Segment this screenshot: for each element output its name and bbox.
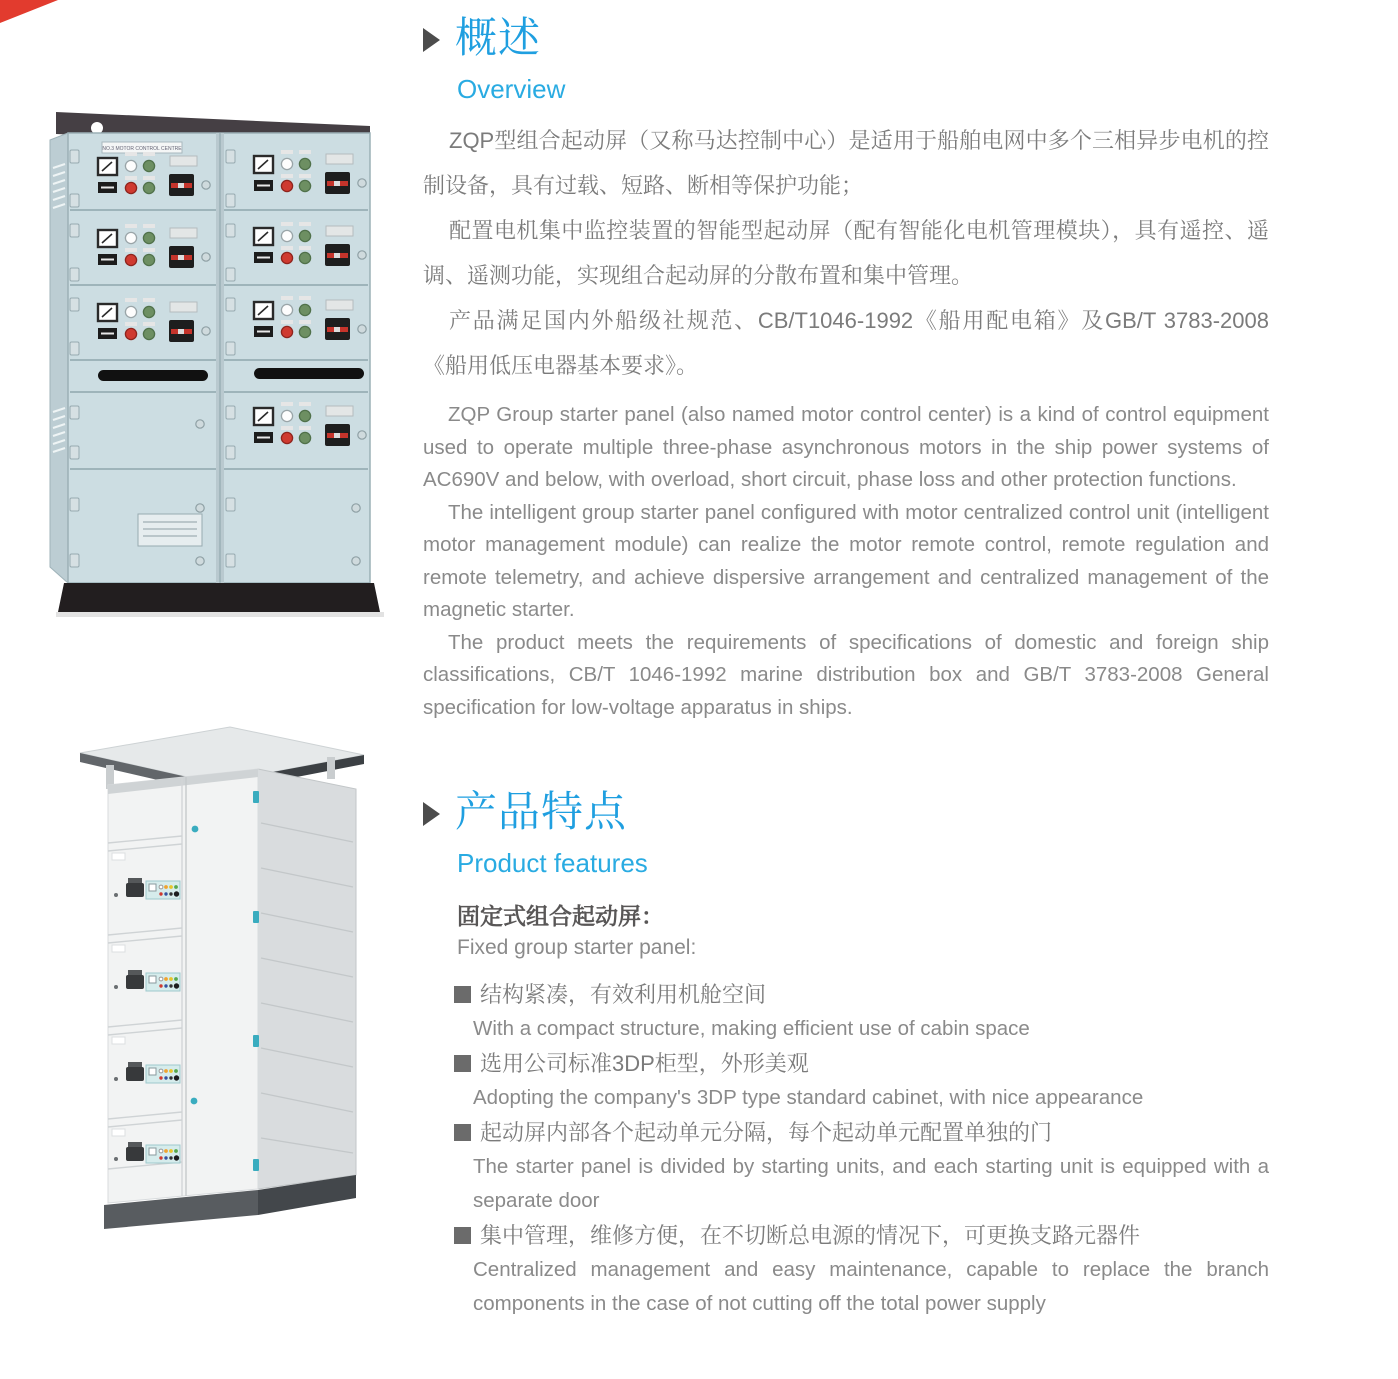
features-subtitle-en: Fixed group starter panel: bbox=[457, 936, 697, 959]
feature-zh: 结构紧凑，有效利用机舱空间 bbox=[480, 982, 767, 1007]
overview-zh-paragraph: ZQP型组合起动屏（又称马达控制中心）是适用于船舶电网中多个三相异步电机的控制设备，具有过载、短路、断相等保护功能； bbox=[423, 128, 1269, 198]
feature-item bbox=[454, 1115, 1269, 1218]
features-title-zh: 产品特点 bbox=[455, 788, 628, 835]
features-header bbox=[423, 788, 1269, 836]
overview-zh-paragraph: 产品满足国内外船级社规范、CB/T1046-1992《船用配电箱》及GB/T 3783-2008《船用低压电器基本要求》。 bbox=[423, 308, 1269, 378]
overview-section bbox=[423, 0, 1269, 724]
overview-zh-paragraph: 配置电机集中监控装置的智能型起动屏（配有智能化电机管理模块），具有遥控、遥调、遥测功能，实现组合起动屏的分散布置和集中管理。 bbox=[423, 218, 1269, 288]
cabinet-plinth bbox=[58, 583, 380, 612]
bullet-square-icon bbox=[454, 1227, 471, 1244]
content-column bbox=[423, 0, 1269, 1321]
feature-list bbox=[454, 977, 1269, 1321]
overview-title-zh: 概述 bbox=[455, 14, 542, 61]
page-corner-ribbon bbox=[0, 0, 58, 23]
overview-en-paragraph: The intelligent group starter panel configured with motor centralized control unit (intelligent motor management module) can realize the motor remote control, remote regulation and remote telemetry, and achieve dispersive arrangement and centralized management of the magnetic starter. bbox=[423, 500, 1269, 621]
cabinet-name-plate: NO.3 MOTOR CONTROL CENTRE bbox=[102, 146, 182, 152]
bullet-square-icon bbox=[454, 1055, 471, 1072]
features-subtitle-zh: 固定式组合起动屏： bbox=[457, 903, 664, 929]
cabinet-3d-render bbox=[72, 723, 372, 1268]
features-section bbox=[423, 788, 1269, 1321]
overview-en-paragraphs bbox=[423, 399, 1269, 724]
overview-en-paragraph: The product meets the requirements of specifications of domestic and foreign ship classifications, CB/T 1046-1992 marine distribution box and GB/T 3783-2008 General specification for low-voltage apparatus in ships. bbox=[423, 630, 1269, 719]
feature-item bbox=[454, 1046, 1269, 1115]
feature-en: Adopting the company's 3DP type standard cabinet, with nice appearance bbox=[473, 1086, 1144, 1109]
feature-en: The starter panel is divided by starting units, and each starting unit is equipped with a separate door bbox=[473, 1155, 1269, 1212]
bullet-square-icon bbox=[454, 986, 471, 1003]
feature-item bbox=[454, 1218, 1269, 1321]
feature-zh: 集中管理，维修方便，在不切断总电源的情况下，可更换支路元器件 bbox=[480, 1223, 1141, 1248]
section-arrow-icon bbox=[423, 28, 440, 52]
feature-zh: 选用公司标准3DP柜型，外形美观 bbox=[480, 1051, 809, 1076]
overview-header bbox=[423, 14, 1269, 62]
bullet-square-icon bbox=[454, 1124, 471, 1141]
feature-en: With a compact structure, making efficient use of cabin space bbox=[473, 1017, 1030, 1040]
starter-panel-photo bbox=[40, 106, 420, 651]
section-arrow-icon bbox=[423, 802, 440, 826]
overview-title-en: Overview bbox=[457, 74, 566, 104]
overview-en-paragraph: ZQP Group starter panel (also named motor control center) is a kind of control equipment used to operate multiple three-phase asynchronous motors in the ship power systems of AC690V and below, with overload, short circuit, phase loss and other protection functions. bbox=[423, 403, 1269, 491]
feature-item bbox=[454, 977, 1269, 1046]
features-title-en: Product features bbox=[457, 848, 648, 878]
rating-plate bbox=[138, 514, 202, 546]
overview-zh-paragraphs bbox=[423, 118, 1269, 388]
feature-en: Centralized management and easy maintenance, capable to replace the branch components in the case of not cutting off the total power supply bbox=[473, 1258, 1269, 1315]
feature-zh: 起动屏内部各个起动单元分隔，每个起动单元配置单独的门 bbox=[480, 1120, 1053, 1145]
